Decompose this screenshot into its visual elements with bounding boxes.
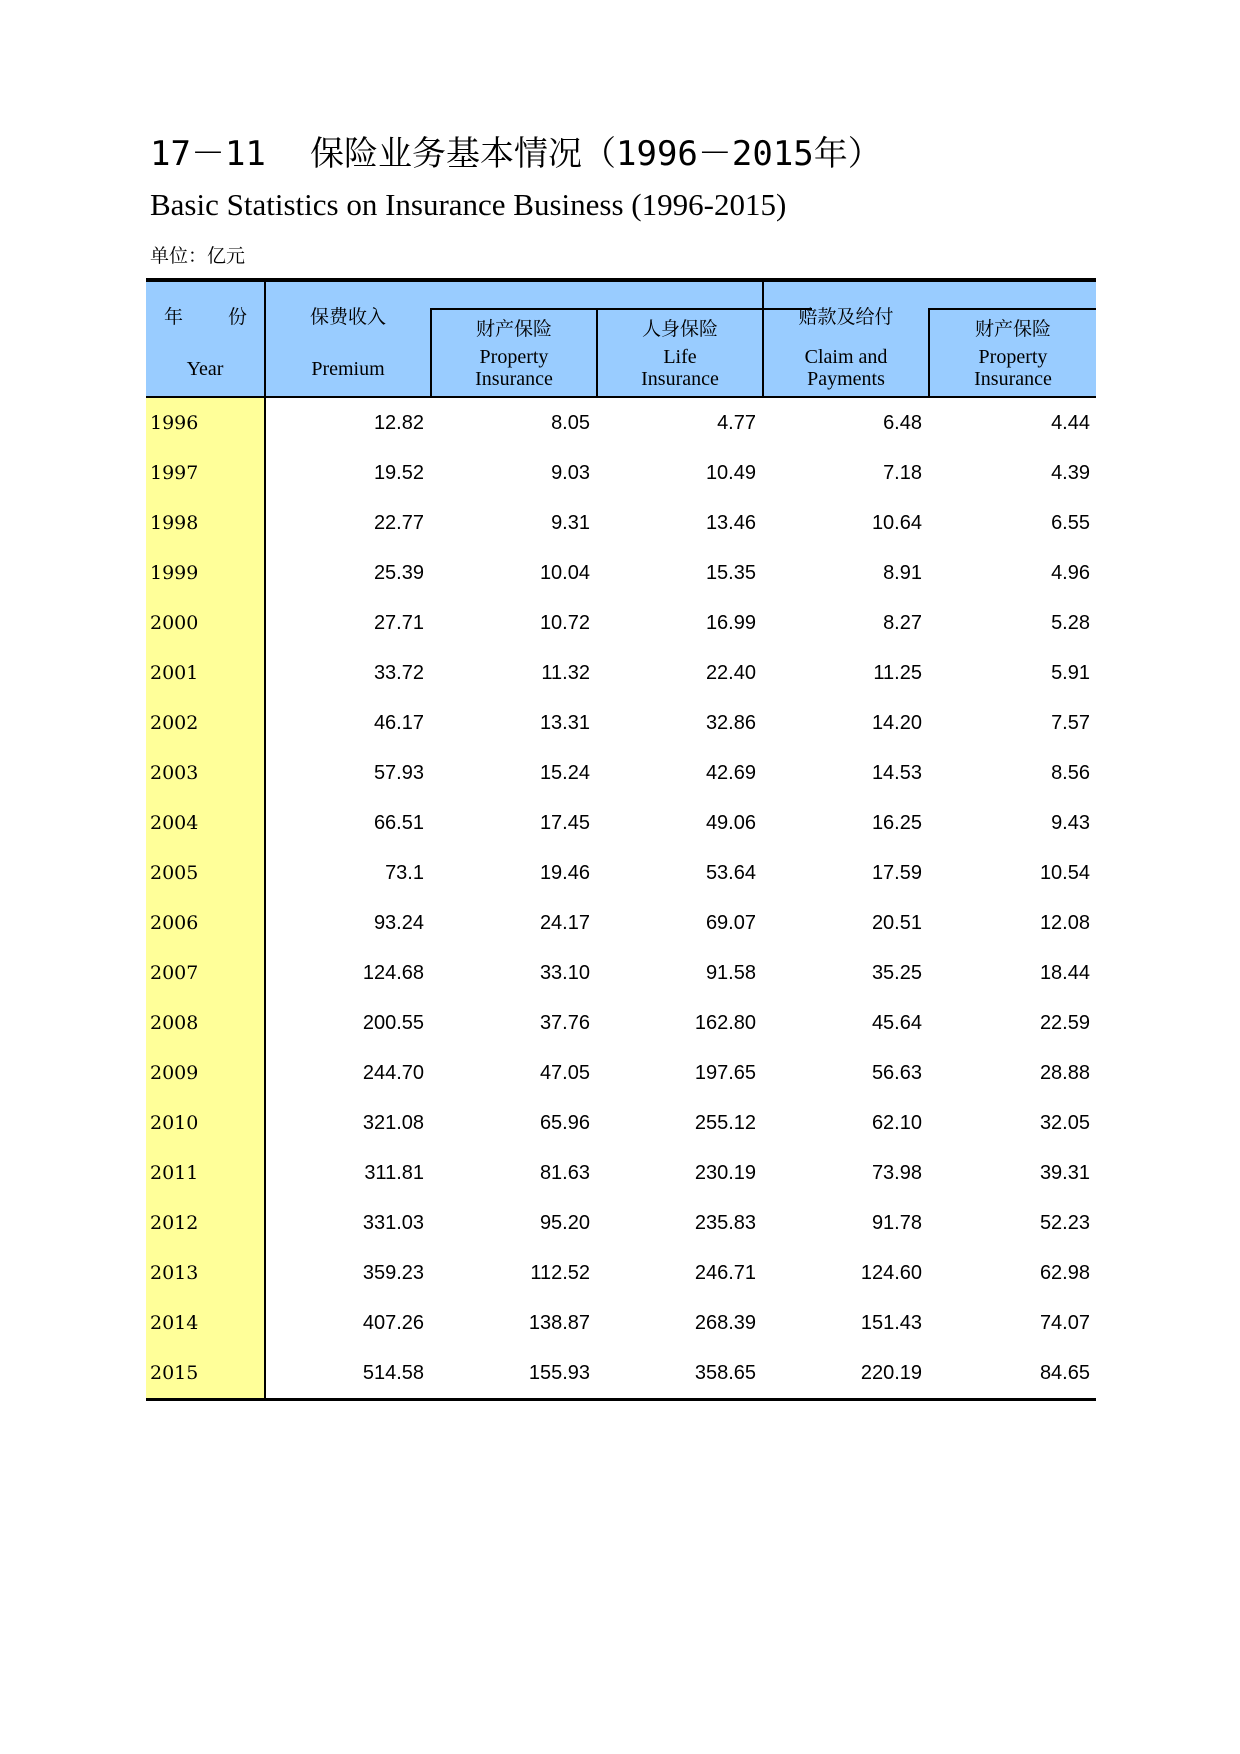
cell-claims: 124.60: [860, 1262, 922, 1284]
table-row: [146, 1098, 1096, 1148]
cell-property: 33.10: [539, 962, 590, 984]
header-property: [432, 282, 596, 396]
cell-premium: 73.1: [385, 862, 424, 884]
cell-claims-property: 10.54: [1039, 862, 1090, 884]
cell-claims: 16.25: [871, 812, 922, 834]
year-cell: 2008: [146, 998, 264, 1048]
cell-premium: 124.68: [362, 962, 424, 984]
cell-claims: 6.48: [883, 412, 922, 434]
cell-claims: 91.78: [871, 1212, 922, 1234]
header-life-cn: 人身保险: [641, 318, 718, 340]
cell-life: 235.83: [694, 1212, 756, 1234]
table-header: [146, 282, 1096, 398]
table-row: [146, 448, 1096, 498]
cell-life: 358.65: [694, 1362, 756, 1384]
header-property-cn: 财产保险: [475, 318, 552, 340]
cell-life: 53.64: [705, 862, 756, 884]
cell-claims: 20.51: [871, 912, 922, 934]
year-cell: 1999: [146, 548, 264, 598]
table-row: [146, 698, 1096, 748]
table-row: [146, 798, 1096, 848]
cell-claims-property: 8.56: [1051, 762, 1090, 784]
cell-premium: 25.39: [373, 562, 424, 584]
page-title-en: Basic Statistics on Insurance Business (1996-2015): [150, 187, 787, 222]
cell-life: 255.12: [694, 1112, 756, 1134]
cell-property: 15.24: [539, 762, 590, 784]
year-cell: 2011: [146, 1148, 264, 1198]
table-row: [146, 548, 1096, 598]
cell-claims-property: 39.31: [1039, 1162, 1090, 1184]
cell-premium: 200.55: [362, 1012, 424, 1034]
year-cell: 1997: [146, 448, 264, 498]
table-row: [146, 398, 1096, 448]
cell-life: 162.80: [694, 1012, 756, 1034]
cell-claims: 7.18: [883, 462, 922, 484]
table-row: [146, 898, 1096, 948]
cell-claims: 151.43: [860, 1312, 922, 1334]
table-row: [146, 1348, 1096, 1398]
cell-claims: 14.53: [871, 762, 922, 784]
cell-life: 13.46: [705, 512, 756, 534]
cell-property: 10.72: [539, 612, 590, 634]
year-cell: 2004: [146, 798, 264, 848]
table-body: [146, 398, 1096, 1401]
cell-property: 24.17: [539, 912, 590, 934]
year-cell: 2000: [146, 598, 264, 648]
cell-property: 155.93: [528, 1362, 590, 1384]
cell-claims-property: 28.88: [1039, 1062, 1090, 1084]
cell-property: 95.20: [539, 1212, 590, 1234]
year-cell: 1996: [146, 398, 264, 448]
year-cell: 2005: [146, 848, 264, 898]
cell-claims-property: 32.05: [1039, 1112, 1090, 1134]
cell-claims: 73.98: [871, 1162, 922, 1184]
table-row: [146, 998, 1096, 1048]
cell-life: 15.35: [705, 562, 756, 584]
year-cell: 2006: [146, 898, 264, 948]
header-premium-cn: 保费收入: [309, 306, 386, 328]
table-row: [146, 598, 1096, 648]
cell-life: 42.69: [705, 762, 756, 784]
year-cell: 2012: [146, 1198, 264, 1248]
year-cell: 1998: [146, 498, 264, 548]
header-property-en-2: Insurance: [475, 368, 553, 390]
header-premium-en: Premium: [311, 358, 385, 380]
year-cell: 2014: [146, 1298, 264, 1348]
cell-life: 268.39: [694, 1312, 756, 1334]
cell-premium: 33.72: [373, 662, 424, 684]
table-row: [146, 1248, 1096, 1298]
header-claims-property-en-1: Property: [978, 346, 1048, 368]
cell-claims: 220.19: [860, 1362, 922, 1384]
cell-claims-property: 9.43: [1051, 812, 1090, 834]
year-cell: 2007: [146, 948, 264, 998]
cell-premium: 359.23: [362, 1262, 424, 1284]
table-row: [146, 1048, 1096, 1098]
year-cell: 2002: [146, 698, 264, 748]
header-claims-en-1: Claim and: [804, 346, 888, 368]
header-claims-cn: 赔款及给付: [798, 306, 894, 328]
cell-property: 17.45: [539, 812, 590, 834]
cell-property: 65.96: [539, 1112, 590, 1134]
header-premium: [266, 282, 430, 396]
cell-property: 9.03: [551, 462, 590, 484]
year-cell: 2010: [146, 1098, 264, 1148]
cell-property: 13.31: [539, 712, 590, 734]
header-year-en: Year: [186, 358, 224, 380]
year-cell: 2001: [146, 648, 264, 698]
cell-property: 9.31: [551, 512, 590, 534]
cell-life: 16.99: [705, 612, 756, 634]
cell-premium: 66.51: [373, 812, 424, 834]
cell-claims-property: 4.96: [1051, 562, 1090, 584]
cell-life: 22.40: [705, 662, 756, 684]
table-row: [146, 1198, 1096, 1248]
cell-premium: 331.03: [362, 1212, 424, 1234]
cell-claims: 35.25: [871, 962, 922, 984]
table-row: [146, 1148, 1096, 1198]
cell-life: 230.19: [694, 1162, 756, 1184]
cell-premium: 244.70: [362, 1062, 424, 1084]
table-row: [146, 498, 1096, 548]
header-life: [598, 282, 762, 396]
cell-property: 138.87: [528, 1312, 590, 1334]
cell-premium: 93.24: [373, 912, 424, 934]
unit-label: 单位：亿元: [150, 245, 246, 267]
header-claims-property-en-2: Insurance: [974, 368, 1052, 390]
cell-claims: 45.64: [871, 1012, 922, 1034]
cell-claims-property: 52.23: [1039, 1212, 1090, 1234]
header-life-en-2: Insurance: [641, 368, 719, 390]
cell-claims-property: 22.59: [1039, 1012, 1090, 1034]
cell-property: 112.52: [530, 1262, 590, 1284]
insurance-table: [146, 278, 1096, 1401]
table-row: [146, 648, 1096, 698]
header-year-cn-1: 年: [164, 306, 184, 328]
cell-life: 49.06: [705, 812, 756, 834]
cell-property: 11.32: [541, 662, 590, 684]
cell-life: 91.58: [705, 962, 756, 984]
header-claims-property: [930, 282, 1096, 396]
cell-claims: 8.91: [883, 562, 922, 584]
header-claims-property-cn: 财产保险: [974, 318, 1051, 340]
cell-property: 37.76: [539, 1012, 590, 1034]
cell-property: 10.04: [539, 562, 590, 584]
cell-claims: 14.20: [871, 712, 922, 734]
table-row: [146, 1298, 1096, 1348]
cell-claims-property: 62.98: [1039, 1262, 1090, 1284]
cell-premium: 27.71: [373, 612, 424, 634]
cell-premium: 311.81: [364, 1162, 424, 1184]
cell-claims-property: 12.08: [1039, 912, 1090, 934]
cell-life: 32.86: [705, 712, 756, 734]
cell-life: 69.07: [705, 912, 756, 934]
year-cell: 2009: [146, 1048, 264, 1098]
cell-claims-property: 5.28: [1051, 612, 1090, 634]
cell-life: 246.71: [694, 1262, 756, 1284]
cell-claims-property: 74.07: [1039, 1312, 1090, 1334]
year-cell: 2003: [146, 748, 264, 798]
cell-life: 10.49: [705, 462, 756, 484]
header-claims-en-2: Payments: [807, 368, 885, 390]
cell-property: 8.05: [551, 412, 590, 434]
cell-claims-property: 5.91: [1051, 662, 1090, 684]
table-row: [146, 848, 1096, 898]
cell-claims: 10.64: [871, 512, 922, 534]
header-life-en-1: Life: [663, 346, 697, 368]
cell-premium: 46.17: [373, 712, 424, 734]
cell-premium: 407.26: [362, 1312, 424, 1334]
cell-claims-property: 6.55: [1051, 512, 1090, 534]
cell-life: 197.65: [694, 1062, 756, 1084]
table-number: 17－11: [150, 134, 266, 174]
cell-property: 19.46: [539, 862, 590, 884]
table-row: [146, 948, 1096, 998]
cell-claims: 62.10: [871, 1112, 922, 1134]
cell-claims: 56.63: [871, 1062, 922, 1084]
year-cell: 2013: [146, 1248, 264, 1298]
cell-premium: 321.08: [362, 1112, 424, 1134]
header-year: [146, 282, 264, 396]
cell-premium: 57.93: [373, 762, 424, 784]
cell-claims-property: 84.65: [1039, 1362, 1090, 1384]
cell-premium: 12.82: [373, 412, 424, 434]
header-claims: [764, 282, 928, 396]
page-title-cn: [150, 132, 882, 176]
cell-claims: 11.25: [873, 662, 922, 684]
cell-life: 4.77: [717, 412, 756, 434]
cell-premium: 19.52: [373, 462, 424, 484]
cell-claims-property: 4.44: [1051, 412, 1090, 434]
cell-property: 81.63: [539, 1162, 590, 1184]
cell-property: 47.05: [539, 1062, 590, 1084]
cell-claims-property: 4.39: [1051, 462, 1090, 484]
cell-premium: 22.77: [373, 512, 424, 534]
table-row: [146, 748, 1096, 798]
cell-claims-property: 7.57: [1051, 712, 1090, 734]
header-year-cn-2: 份: [228, 306, 248, 328]
cell-premium: 514.58: [362, 1362, 424, 1384]
cell-claims: 8.27: [883, 612, 922, 634]
title-cn-text: 保险业务基本情况（1996－2015年）: [310, 134, 882, 174]
year-cell: 2015: [146, 1348, 264, 1398]
cell-claims: 17.59: [871, 862, 922, 884]
header-property-en-1: Property: [479, 346, 549, 368]
cell-claims-property: 18.44: [1039, 962, 1090, 984]
